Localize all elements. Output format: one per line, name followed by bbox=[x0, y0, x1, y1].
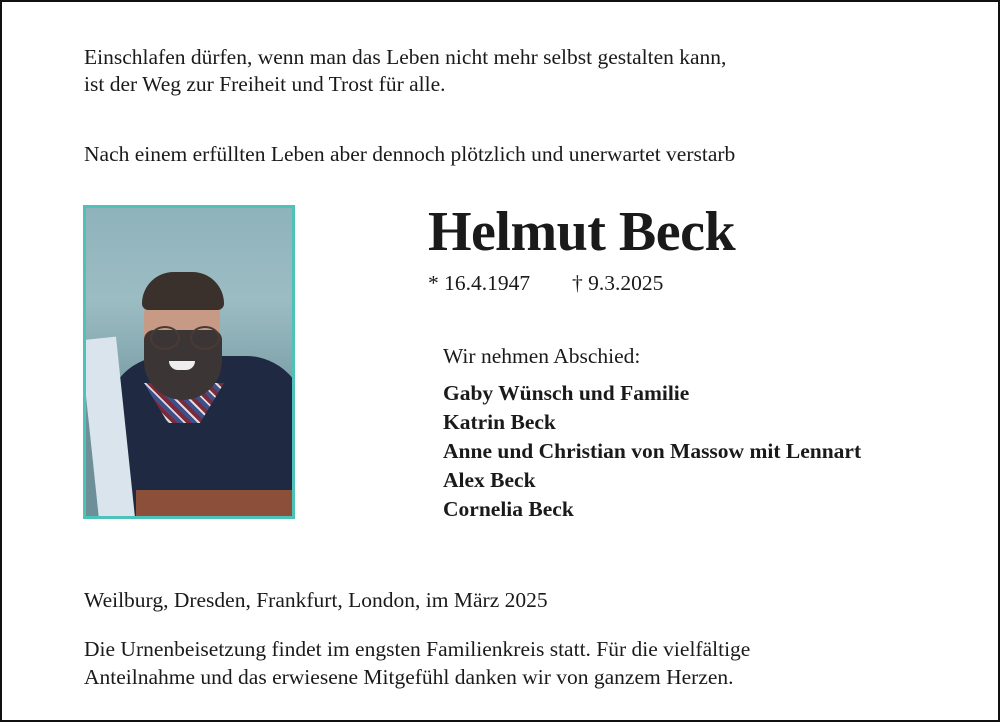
deceased-name: Helmut Beck bbox=[428, 201, 736, 263]
closing-line-1: Die Urnenbeisetzung findet im engsten Familienkreis statt. Für die vielfältige bbox=[84, 637, 751, 661]
mourner: Gaby Wünsch und Familie bbox=[443, 381, 690, 405]
intro-text: Nach einem erfüllten Leben aber dennoch plötzlich und unerwartet verstarb bbox=[84, 142, 736, 166]
mourner: Alex Beck bbox=[443, 468, 536, 492]
place-date: Weilburg, Dresden, Frankfurt, London, im März 2025 bbox=[84, 588, 548, 612]
mourner: Anne und Christian von Massow mit Lennart bbox=[443, 439, 862, 463]
motto-line-1: Einschlafen dürfen, wenn man das Leben nicht mehr selbst gestalten kann, bbox=[84, 45, 727, 69]
closing-line-2: Anteilnahme und das erwiesene Mitgefühl danken wir von ganzem Herzen. bbox=[84, 665, 734, 689]
farewell-label: Wir nehmen Abschied: bbox=[443, 344, 641, 368]
birth-date: * 16.4.1947 bbox=[428, 271, 531, 295]
death-date: † 9.3.2025 bbox=[572, 271, 664, 295]
mourner: Cornelia Beck bbox=[443, 497, 574, 521]
motto-line-2: ist der Weg zur Freiheit und Trost für alle. bbox=[84, 72, 446, 96]
portrait-photo bbox=[83, 205, 295, 519]
mourner: Katrin Beck bbox=[443, 410, 556, 434]
